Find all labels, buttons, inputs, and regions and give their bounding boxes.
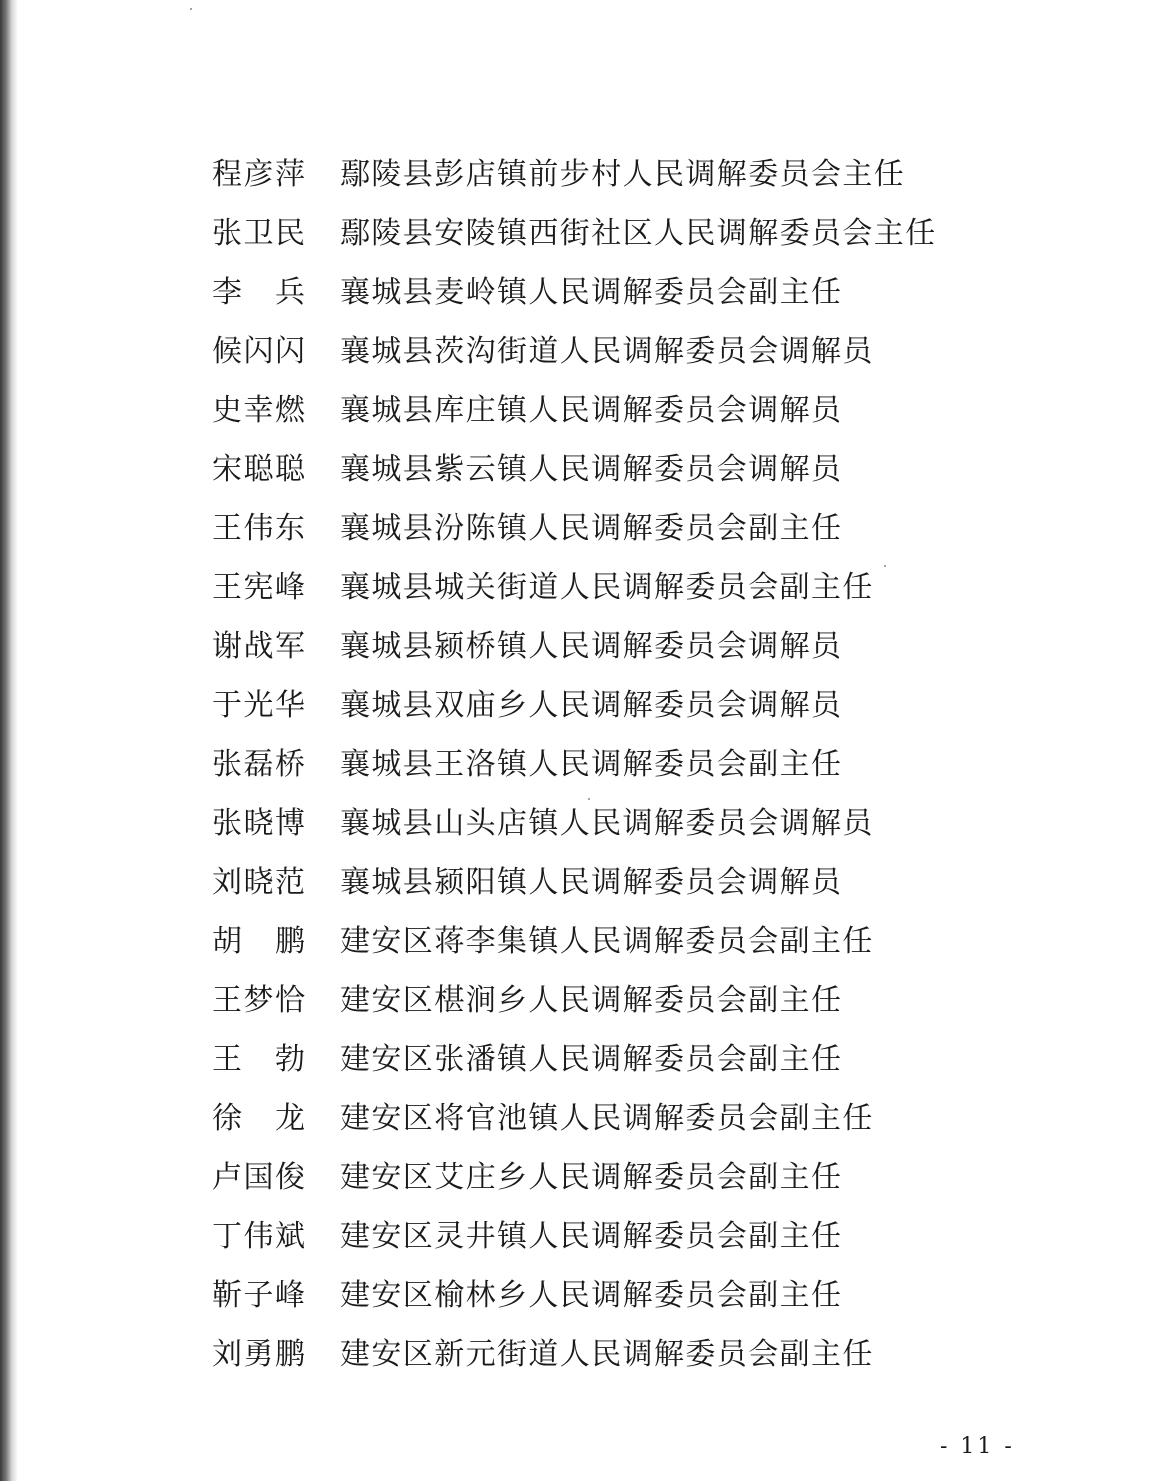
person-position: 襄城县城关街道人民调解委员会副主任: [340, 570, 874, 605]
person-position: 襄城县茨沟街道人民调解委员会调解员: [340, 334, 874, 369]
scan-speck: [190, 8, 192, 10]
person-name: 史幸燃: [212, 393, 306, 428]
person-position: 襄城县紫云镇人民调解委员会调解员: [340, 452, 843, 487]
person-name: 王梦恰: [212, 983, 306, 1018]
person-position: 建安区张潘镇人民调解委员会副主任: [340, 1042, 843, 1077]
person-name: 于光华: [212, 688, 306, 723]
scan-shadow-edge: [0, 0, 18, 1481]
person-position: 建安区灵井镇人民调解委员会副主任: [340, 1219, 843, 1254]
person-position: 襄城县双庙乡人民调解委员会调解员: [340, 688, 843, 723]
person-name: 刘晓范: [212, 865, 306, 900]
person-name: 候闪闪: [212, 334, 306, 369]
person-position: 襄城县汾陈镇人民调解委员会副主任: [340, 511, 843, 546]
person-position: 襄城县麦岭镇人民调解委员会副主任: [340, 275, 843, 310]
person-name: 李 兵: [212, 275, 306, 310]
person-name: 胡 鹏: [212, 924, 306, 959]
person-position: 建安区将官池镇人民调解委员会副主任: [340, 1101, 874, 1136]
person-name: 丁伟斌: [212, 1219, 306, 1254]
person-name: 徐 龙: [212, 1101, 306, 1136]
scan-speck: [884, 565, 886, 567]
person-position: 襄城县颍阳镇人民调解委员会调解员: [340, 865, 843, 900]
person-position: 襄城县颍桥镇人民调解委员会调解员: [340, 629, 843, 664]
page-number: - 11 -: [940, 1434, 1015, 1459]
person-name: 谢战军: [212, 629, 306, 664]
person-position: 鄢陵县彭店镇前步村人民调解委员会主任: [340, 157, 906, 192]
person-name: 王伟东: [212, 511, 306, 546]
person-position: 鄢陵县安陵镇西街社区人民调解委员会主任: [340, 216, 937, 251]
person-name: 刘勇鹏: [212, 1337, 306, 1372]
person-name: 张磊桥: [212, 747, 306, 782]
person-position: 襄城县山头店镇人民调解委员会调解员: [340, 806, 874, 841]
person-position: 襄城县库庄镇人民调解委员会调解员: [340, 393, 843, 428]
person-position: 建安区榆林乡人民调解委员会副主任: [340, 1278, 843, 1313]
person-name: 张卫民: [212, 216, 306, 251]
person-name: 卢国俊: [212, 1160, 306, 1195]
person-name: 王 勃: [212, 1042, 306, 1077]
person-position: 襄城县王洛镇人民调解委员会副主任: [340, 747, 843, 782]
person-position: 建安区新元街道人民调解委员会副主任: [340, 1337, 874, 1372]
person-position: 建安区蒋李集镇人民调解委员会副主任: [340, 924, 874, 959]
person-position: 建安区椹涧乡人民调解委员会副主任: [340, 983, 843, 1018]
person-name: 王宪峰: [212, 570, 306, 605]
person-name: 张晓博: [212, 806, 306, 841]
person-name: 程彦萍: [212, 157, 306, 192]
person-position: 建安区艾庄乡人民调解委员会副主任: [340, 1160, 843, 1195]
person-name: 宋聪聪: [212, 452, 306, 487]
person-name: 靳子峰: [212, 1278, 306, 1313]
